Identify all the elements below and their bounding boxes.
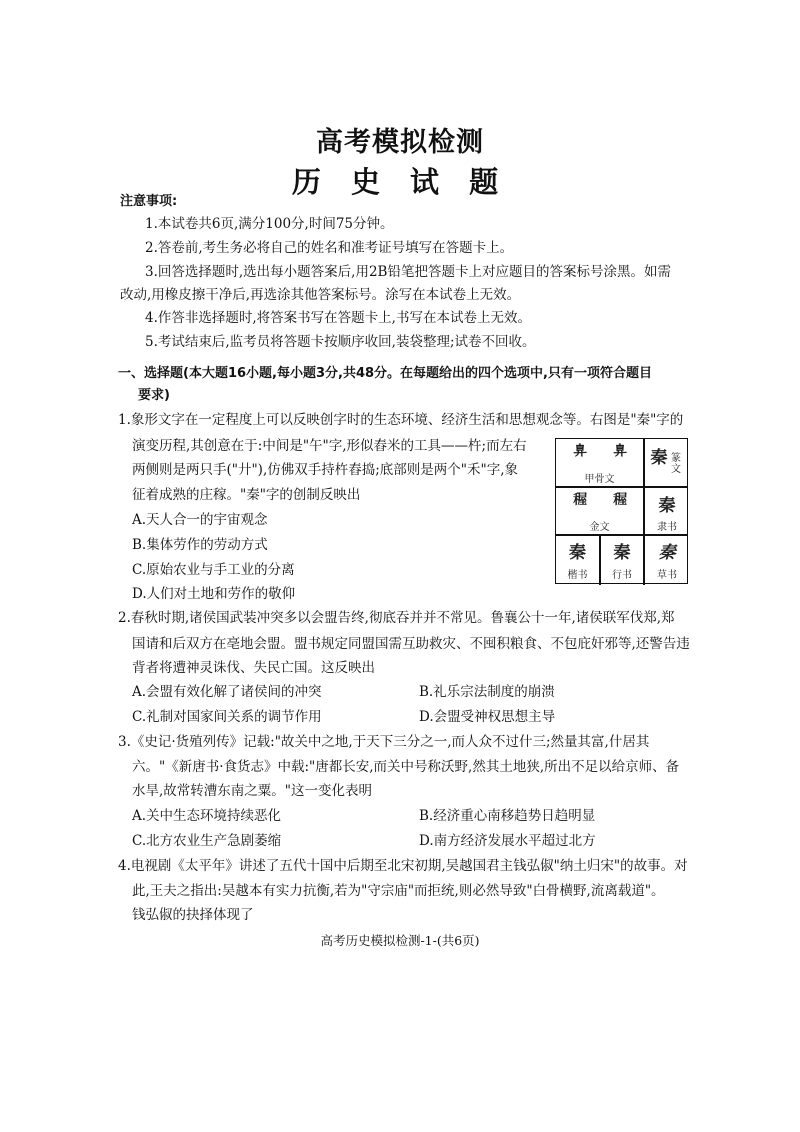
notice-line: 3.回答选择题时,选出每小题答案后,用2B铅笔把答题卡上对应题目的答案标号涂黑。如需 [145,264,671,280]
q3-stem: 六。"《新唐书·食货志》中载:"唐都长安,而关中号称沃野,然其土地狭,所出不足以给京师、备 [132,759,680,775]
q1-option-b: B.集体劳作的劳动方式 [132,537,268,553]
oracle-label: 甲骨文 [584,474,615,485]
notice-line: 5.考试结束后,监考员将答题卡按顺序收回,装袋整理;试卷不回收。 [145,334,536,350]
q4-stem: 此,王夫之指出:吴越本有实力抗衡,若为"守宗庙"而拒统,则必然导致"白骨横野,流离载道"。 [132,883,665,899]
q3-option-b: B.经济重心南移趋势日趋明显 [419,808,596,824]
cursive-glyph: 秦 [658,543,676,563]
notice-heading: 注意事项: [120,194,178,209]
bronze-label: 金文 [589,522,610,533]
q3-option-c: C.北方农业生产急剧萎缩 [132,833,282,849]
q2-stem: 国请和后双方在亳地会盟。盟书规定同盟国需互助救灾、不囤积粮食、不包庇奸邪等,还警告违 [132,636,690,652]
character-evolution-figure [555,438,688,584]
seal-glyph: 秦 [650,448,668,468]
q3-stem: 水旱,故常转漕东南之粟。"这一变化表明 [132,783,373,799]
q1-stem: 征着成熟的庄稼。"秦"字的创制反映出 [132,487,361,503]
q2-option-d: D.会盟受神权思想主导 [419,709,556,725]
clerical-label: 隶书 [657,522,677,533]
running-glyph: 秦 [613,543,631,563]
q3-option-a: A.关中生态环境持续恶化 [132,808,282,824]
q2-option-a: A.会盟有效化解了诸侯间的冲突 [132,684,322,700]
notice-line: 1.本试卷共6页,满分100分,时间75分钟。 [145,216,394,232]
regular-glyph: 秦 [569,543,586,563]
page-subtitle: 历 史 试 题 [291,165,509,199]
q4-stem: 钱弘俶的抉择体现了 [132,907,254,923]
section-heading: 一、选择题(本大题16小题,每小题3分,共48分。在每题给出的四个选项中,只有一项符合题目 [118,366,652,381]
regular-label: 楷书 [567,570,588,581]
bronze-glyph-2: 𥟽 [613,492,627,508]
clerical-glyph: 秦 [658,496,676,516]
seal-label: 篆文 [671,453,681,475]
running-label: 行书 [612,570,632,581]
q1-option-d: D.人们对土地和劳作的敬仰 [132,586,296,602]
page-title: 高考模拟检测 [316,127,484,158]
q1-stem: 1.象形文字在一定程度上可以反映创字时的生态环境、经济生活和思想观念等。右图是"秦"字的 [118,412,684,428]
cursive-label: 草书 [657,570,677,581]
q2-stem: 背者将遭神灵诛伐、失民亡国。这反映出 [132,660,375,676]
q3-stem: 3.《史记·货殖列传》记载:"故关中之地,于天下三分之一,而人众不过什三;然量其富,什居其 [118,734,650,750]
section-heading-cont: 要求) [138,388,170,403]
q4-stem: 4.电视剧《太平年》讲述了五代十国中后期至北宋初期,吴越国君主钱弘俶"纳土归宋"的故事。对 [118,858,688,874]
notice-line: 改动,用橡皮擦干净后,再选涂其他答案标号。涂写在本试卷上无效。 [120,287,521,303]
q2-option-c: C.礼制对国家间关系的调节作用 [132,709,322,725]
q1-option-a: A.天人合一的宇宙观念 [132,512,268,528]
notice-line: 4.作答非选择题时,将答案书写在答题卡上,书写在本试卷上无效。 [145,310,531,326]
q1-option-c: C.原始农业与手工业的分离 [132,562,295,578]
q3-option-d: D.南方经济发展水平超过北方 [419,833,596,849]
q1-stem: 两侧则是两只手("廾"),仿佛双手持杵舂捣;底部则是两个"禾"字,象 [132,462,519,478]
q1-stem: 演变历程,其创意在于:中间是"午"字,形似舂米的工具——杵;而左右 [132,438,527,454]
notice-line: 2.答卷前,考生务必将自己的姓名和准考证号填写在答题卡上。 [145,240,514,256]
q2-option-b: B.礼乐宗法制度的崩溃 [419,684,555,700]
q2-stem: 2.春秋时期,诸侯国武装冲突多以会盟告终,彻底吞并并不常见。鲁襄公十一年,诸侯联军伐郑,郑 [118,610,675,626]
oracle-glyph-1: 𢍂 [573,443,587,459]
bronze-glyph-1: 𥟽 [573,492,587,508]
oracle-glyph-2: 𢍂 [613,443,627,459]
page-footer: 高考历史模拟检测-1-(共6页) [320,933,480,948]
